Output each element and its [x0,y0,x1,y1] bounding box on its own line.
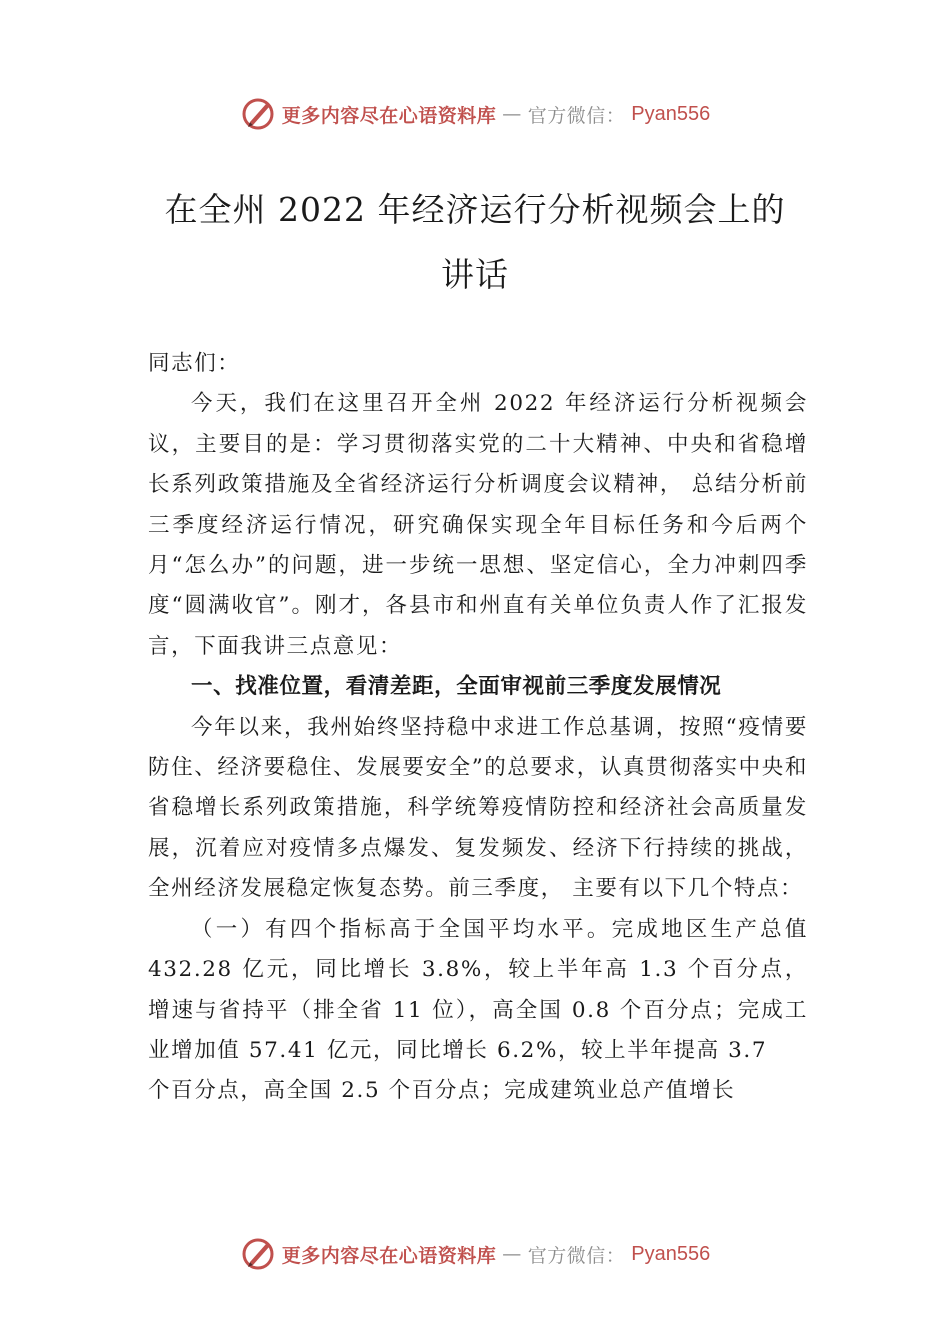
document-title-line2: 讲话 [441,255,509,294]
footer-banner [0,1234,950,1274]
document-title-line1: 在全州 2022 年经济运行分析视频会上的 [164,190,786,229]
section-heading-1: 一、找准位置，看清差距，全面审视前三季度发展情况 [191,674,722,700]
salutation: 同志们： [148,351,241,376]
header-banner [0,94,950,134]
paragraph-intro: 今天，我们在这里召开全州 2022 年经济运行分析视频会议，主要目的是：学习贯彻落实党的二十大精神、中央和省稳增长系列政策措施及全省经济运行分析调度会议精神， 总结分析前三季度经济运行情况，研究确保实现全年目标任务和今后两个月“怎么办”的问题，进一步统一思想、坚定信心，全力冲刺四季度“圆满收官”。刚才，各县市和州直有关单位负责人作了汇报发言，下面我讲三点意见： [148,391,808,659]
banner-wechat-id: Pyan556 [631,102,711,125]
paragraph-overview: 今年以来，我州始终坚持稳中求进工作总基调，按照“疫情要防住、经济要稳住、发展要安全”的总要求，认真贯彻落实中央和省稳增长系列政策措施，科学统筹疫情防控和经济社会高质量发展，沉着应对疫情多点爆发、复发频发、经济下行持续的挑战，全州经济发展稳定恢复态势。前三季度， 主要有以下几个特点： [148,714,808,902]
paragraph-indicators-continued: 个百分点，高全国 2.5 个百分点；完成建筑业总产值增长 [148,1078,736,1104]
banner-promo-text: 更多内容尽在心语资料库 [281,104,497,127]
banner-promo-text: 更多内容尽在心语资料库 [281,1244,497,1267]
banner-wechat-id: Pyan556 [631,1242,711,1265]
pen-logo-icon [240,1236,276,1272]
pen-logo-icon [240,96,276,132]
paragraph-indicators: （一）有四个指标高于全国平均水平。完成地区生产总值 432.28 亿元，同比增长 3.8%，较上半年高 1.3 个百分点， 增速与省持平（排全省 11 位），高全国 0.8 个百分点；完成工业增加值 57.41 亿元，同比增长 6.2%，较上半年提高 3.7 [148,916,808,1063]
banner-dash: — [502,1243,522,1265]
banner-dash: — [502,103,522,125]
banner-wechat-label: 官方微信： [527,104,626,127]
banner-wechat-label: 官方微信： [527,1244,626,1267]
document-body [148,344,808,1112]
